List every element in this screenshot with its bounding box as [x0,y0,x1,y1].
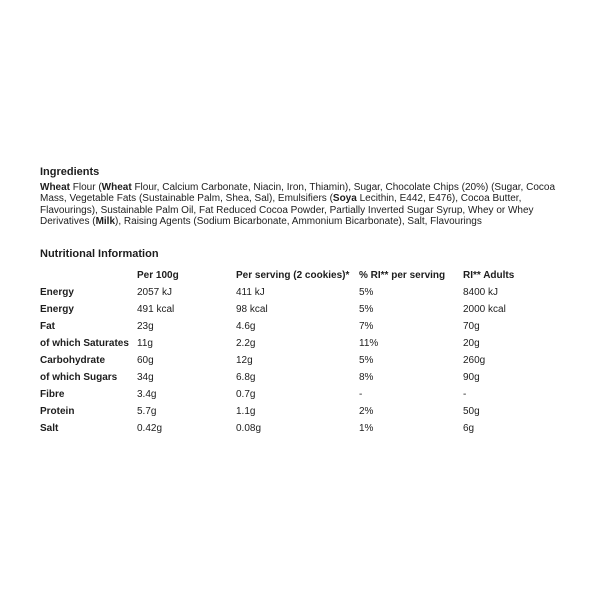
nutrient-value: 7% [359,320,374,332]
nutrient-value: 98 kcal [236,303,268,315]
nutrient-row [40,403,560,420]
nutrient-value: 2000 kcal [463,303,506,315]
ingredient-text: Flour ( [70,182,102,193]
nutrient-value: 60g [137,354,154,366]
ingredients-text [40,182,560,228]
nutrient-value: 6g [463,422,475,434]
nutrient-value: 0.7g [236,388,256,400]
nutrition-section [40,248,560,437]
nutrient-name: Fat [40,320,55,332]
nutrient-row [40,301,560,318]
nutrient-value: 5.7g [137,405,157,417]
nutrition-column-header: Per serving (2 cookies)* [236,269,350,281]
nutrient-name: of which Saturates [40,337,129,349]
nutrition-column-header: RI** Adults [463,269,515,281]
nutrient-value: 34g [137,371,154,383]
nutrient-name: Fibre [40,388,65,400]
nutrient-row [40,420,560,437]
nutrition-column-header: Per 100g [137,269,179,281]
ingredients-section [40,166,560,228]
ingredient-text: Flour, Calcium Carbonate, Niacin, Iron, Thiamin), Sugar, Chocolate Chips (20%) (Sugar, Cocoa Mass, Vegetable Fats (Sustainable Palm, Shea, Sal), Emulsifiers ( [40,182,556,205]
nutrient-row [40,369,560,386]
nutrient-value: 6.8g [236,371,256,383]
allergen-text: Wheat [101,182,132,193]
allergen-text: Soya [332,193,357,205]
nutrition-column-header: % RI** per serving [359,269,446,281]
ingredients-heading: Ingredients [40,166,100,178]
nutrition-column-header [40,267,137,284]
nutrient-value: 5% [359,354,374,366]
nutrient-value: 3.4g [137,388,157,400]
nutrition-table-body [40,284,560,437]
nutrient-name: of which Sugars [40,371,118,383]
nutrition-table-header-row [40,267,560,284]
nutrient-value: 12g [236,354,253,366]
nutrient-value: 2.2g [236,337,256,349]
nutrient-value: 1% [359,422,374,434]
ingredient-text: ), Raising Agents (Sodium Bicarbonate, Ammonium Bicarbonate), Salt, Flavourings [115,216,482,228]
nutrient-value: 23g [137,320,154,332]
nutrient-value: 8400 kJ [463,286,499,298]
nutrient-value: 0.08g [236,422,262,434]
nutrient-value: 5% [359,303,374,315]
nutrient-value: 70g [463,320,480,332]
nutrient-row [40,335,560,352]
nutrient-name: Salt [40,422,59,434]
nutrient-name: Energy [40,286,74,298]
nutrient-value: 260g [463,354,486,366]
nutrient-value: 2% [359,405,374,417]
nutrient-name: Protein [40,405,75,417]
nutrient-value: - [359,388,363,400]
nutrient-name: Energy [40,303,74,315]
nutrient-value: 90g [463,371,480,383]
product-info-panel [40,166,560,437]
nutrient-value: 8% [359,371,374,383]
ingredient-text: Lecithin, E442, E476), Cocoa Butter, Flavourings), Sustainable Palm Oil, Fat Reduced Cocoa Powder, Partially Inverted Sugar Syrup, Whey or Whey Derivatives ( [40,193,534,228]
nutrient-row [40,284,560,301]
nutrition-table [40,267,560,437]
allergen-text: Wheat [40,182,70,193]
nutrition-heading: Nutritional Information [40,247,159,260]
nutrient-row [40,352,560,369]
nutrient-value: 50g [463,405,480,417]
nutrient-value: 20g [463,337,480,349]
nutrient-value: 5% [359,286,374,298]
nutrient-value: 11g [137,337,153,349]
nutrient-value: 11% [359,337,379,349]
nutrient-value: 0.42g [137,422,163,434]
nutrient-row [40,386,560,403]
nutrient-row [40,318,560,335]
nutrient-value: 2057 kJ [137,286,173,298]
nutrient-value: 491 kcal [137,303,175,315]
nutrient-value: 411 kJ [236,286,265,298]
nutrient-value: 1.1g [236,405,256,417]
nutrient-value: - [463,388,467,400]
allergen-text: Milk [95,216,116,228]
nutrient-value: 4.6g [236,320,256,332]
nutrient-name: Carbohydrate [40,354,106,366]
